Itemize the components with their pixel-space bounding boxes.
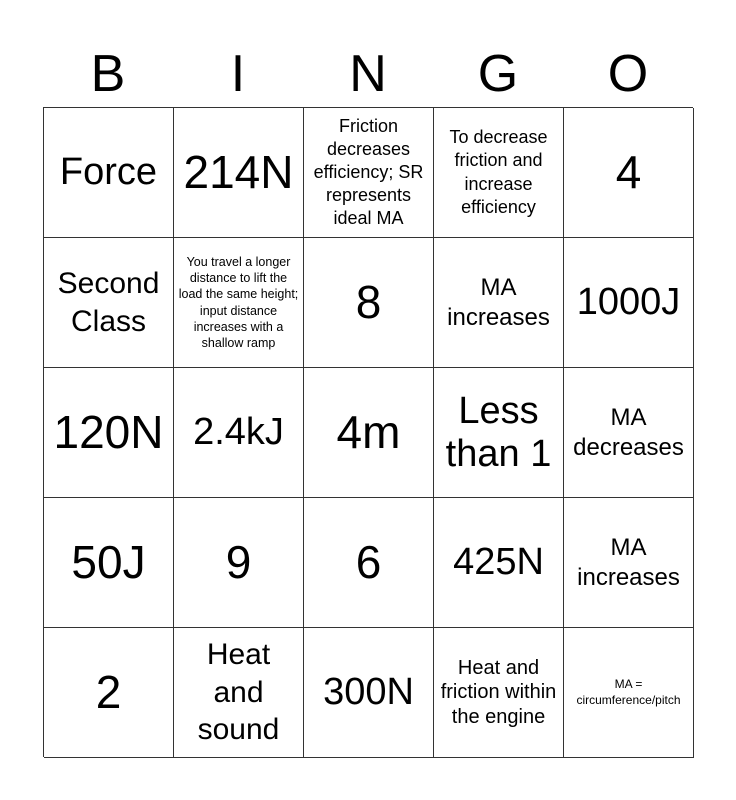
- cell-text: Friction decreases efficiency; SR represents ideal MA: [313, 115, 424, 229]
- bingo-cell-r2c2[interactable]: [174, 238, 304, 368]
- cell-text: 2.4kJ: [193, 411, 284, 454]
- bingo-cell-r4c5[interactable]: [564, 498, 694, 628]
- bingo-cell-r2c5[interactable]: [564, 238, 694, 368]
- cell-text: Heat and sound: [197, 638, 280, 747]
- cell-text: 425N: [453, 541, 544, 584]
- bingo-cell-r1c4[interactable]: [434, 108, 564, 238]
- cell-text: MA increases: [577, 534, 680, 591]
- bingo-cell-r1c1[interactable]: [44, 108, 174, 238]
- bingo-cell-r2c1[interactable]: [44, 238, 174, 368]
- cell-text: Second Class: [57, 267, 160, 338]
- bingo-cell-r3c2[interactable]: [174, 368, 304, 498]
- cell-text: 120N: [53, 406, 164, 459]
- bingo-cell-r1c2[interactable]: [174, 108, 304, 238]
- bingo-cell-r4c4[interactable]: [434, 498, 564, 628]
- bingo-cell-r3c1[interactable]: [44, 368, 174, 498]
- bingo-cell-r5c2[interactable]: [174, 628, 304, 758]
- header-letter-o: O: [607, 45, 649, 103]
- header-letter-g: G: [477, 45, 519, 103]
- bingo-cell-r5c5[interactable]: [564, 628, 694, 758]
- bingo-cell-r1c3[interactable]: [304, 108, 434, 238]
- bingo-cell-r3c4[interactable]: [434, 368, 564, 498]
- bingo-cell-r2c4[interactable]: [434, 238, 564, 368]
- cell-text: MA decreases: [573, 404, 684, 461]
- bingo-cell-r4c1[interactable]: [44, 498, 174, 628]
- cell-text: Heat and friction within the engine: [440, 656, 557, 728]
- cell-text: MA = circumference/pitch: [576, 676, 681, 707]
- cell-text: 300N: [323, 671, 414, 714]
- cell-text: 1000J: [576, 281, 681, 324]
- header-letter-n: N: [349, 45, 387, 103]
- bingo-cell-r3c3[interactable]: [304, 368, 434, 498]
- bingo-cell-r5c4[interactable]: [434, 628, 564, 758]
- cell-text: 4: [615, 146, 642, 199]
- cell-text: You travel a longer distance to lift the load the same height; input distance increases with a shallow ramp: [178, 254, 299, 350]
- bingo-cell-r4c2[interactable]: [174, 498, 304, 628]
- cell-text: Less than 1: [445, 389, 552, 475]
- header-letter-i: I: [230, 45, 246, 103]
- bingo-cell-r5c1[interactable]: [44, 628, 174, 758]
- cell-text: 50J: [71, 536, 146, 589]
- bingo-header: [43, 40, 693, 108]
- bingo-cell-r1c5[interactable]: [564, 108, 694, 238]
- bingo-cell-r5c3[interactable]: [304, 628, 434, 758]
- bingo-board: [43, 107, 693, 757]
- cell-text: 214N: [183, 146, 294, 199]
- cell-text: 9: [225, 536, 252, 589]
- bingo-cell-r4c3[interactable]: [304, 498, 434, 628]
- bingo-cell-r3c5[interactable]: [564, 368, 694, 498]
- cell-text: Force: [59, 151, 158, 194]
- cell-text: To decrease friction and increase efficiency: [449, 127, 548, 217]
- cell-text: MA increases: [447, 274, 550, 331]
- cell-text: 6: [355, 536, 382, 589]
- cell-text: 8: [355, 276, 382, 329]
- cell-text: 2: [95, 666, 122, 719]
- cell-text: 4m: [336, 406, 401, 459]
- bingo-cell-r2c3[interactable]: [304, 238, 434, 368]
- header-letter-b: B: [90, 45, 126, 103]
